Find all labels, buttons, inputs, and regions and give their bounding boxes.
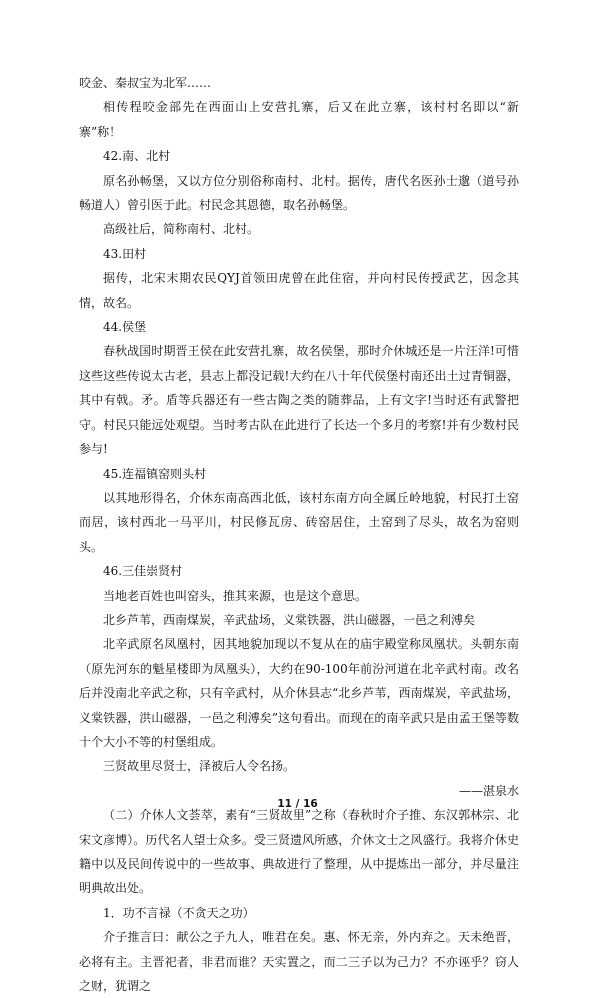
paragraph: 1．功不言禄（不贪天之功） bbox=[103, 905, 255, 920]
paragraph: 42.南、北村 bbox=[103, 149, 171, 164]
paragraph: 高级社后，简称南村、北村。 bbox=[103, 222, 260, 237]
paragraph: 北乡芦苇，西南煤炭，辛武盐场，义棠铁器，洪山磁器，一邑之利溥矣 bbox=[103, 612, 476, 627]
paragraph: 春秋战国时期晋王侯在此安营扎寨，故名侯堡，那时介休城还是一片汪洋!可惜这些这些传说太古老，县志上都没记载!大约在八十年代侯堡村南还出土过青铜器，其中有戟。矛。盾等兵器还有一些古陶之类的随葬品，上有文字!当时还有武警把守。村民只能远处观望。当时考古队在此进行了长达一个多月的考察!并有少数村民参与! bbox=[79, 344, 519, 457]
paragraph: 咬金、秦叔宝为北军…… bbox=[79, 76, 212, 90]
paragraph: 44.侯堡 bbox=[103, 320, 147, 335]
paragraph: 介子推言曰：献公之子九人，唯君在矣。惠、怀无亲，外内弃之。天未绝晋，必将有主。主晋祀者，非君而谁？天实置之，而二三子以为己力？不亦诬乎？窃人之财，犹谓之 bbox=[79, 930, 519, 994]
paragraph: 据传，北宋末期农民QYJ首领田虎曾在此住宿，并向村民传授武艺，因念其情，故名。 bbox=[79, 271, 519, 310]
paragraph: 北辛武原名凤凰村，因其地貌加现以不复从在的庙宇殿堂称凤凰状。头朝东南（原先河东的魁星楼即为凤凰头），大约在90-100年前汾河道在北辛武村南。改名后并没南北辛武之称，只有辛武村，从介休县志“北乡芦苇，西南煤炭，辛武盐场，义棠铁器，洪山磁器，一邑之利溥矣”这句看出。而现在的南辛武只是由孟王堡等数十个大小不等的村堡组成。 bbox=[79, 637, 519, 749]
paragraph: （二）介休人文荟萃，素有“三贤故里”之称（春秋时介子推、东汉郭林宗、北宋文彦博）。历代名人望士众多。受三贤遗风所感，介休文士之风盛行。我将介休史籍中以及民间传说中的一些故事、典故进行了整理，从中提炼出一部分，并尽量注明典故出处。 bbox=[79, 808, 519, 896]
paragraph: 当地老百姓也叫窑头，推其来源，也是这个意思。 bbox=[103, 588, 368, 603]
paragraph: 45.连福镇窑则头村 bbox=[103, 466, 207, 481]
paragraph: 46.三佳崇贤村 bbox=[103, 564, 183, 579]
paragraph: 相传程咬金部先在西面山上安营扎寨，后又在此立寨，该村村名即以“新寨”称！ bbox=[79, 100, 519, 139]
paragraph: 三贤故里尽贤士，泽被后人令名扬。 bbox=[103, 759, 296, 774]
page-number: 11 / 16 bbox=[277, 798, 318, 810]
paragraph: 原名孙畅堡，又以方位分别俗称南村、北村。据传，唐代名医孙士邈（道号孙畅道人）曾引医于此。村民念其恩德，取名孙畅堡。 bbox=[79, 173, 519, 213]
paragraph: 43.田村 bbox=[103, 246, 147, 261]
document-body bbox=[79, 71, 519, 998]
paragraph: ——湛泉水 bbox=[458, 783, 519, 798]
paragraph: 以其地形得名，介休东南高西北低，该村东南方向全属丘岭地貌，村民打土窑而居，该村西北一马平川，村民修瓦房、砖窑居住，土窑到了尽头，故名为窑则头。 bbox=[79, 490, 519, 554]
